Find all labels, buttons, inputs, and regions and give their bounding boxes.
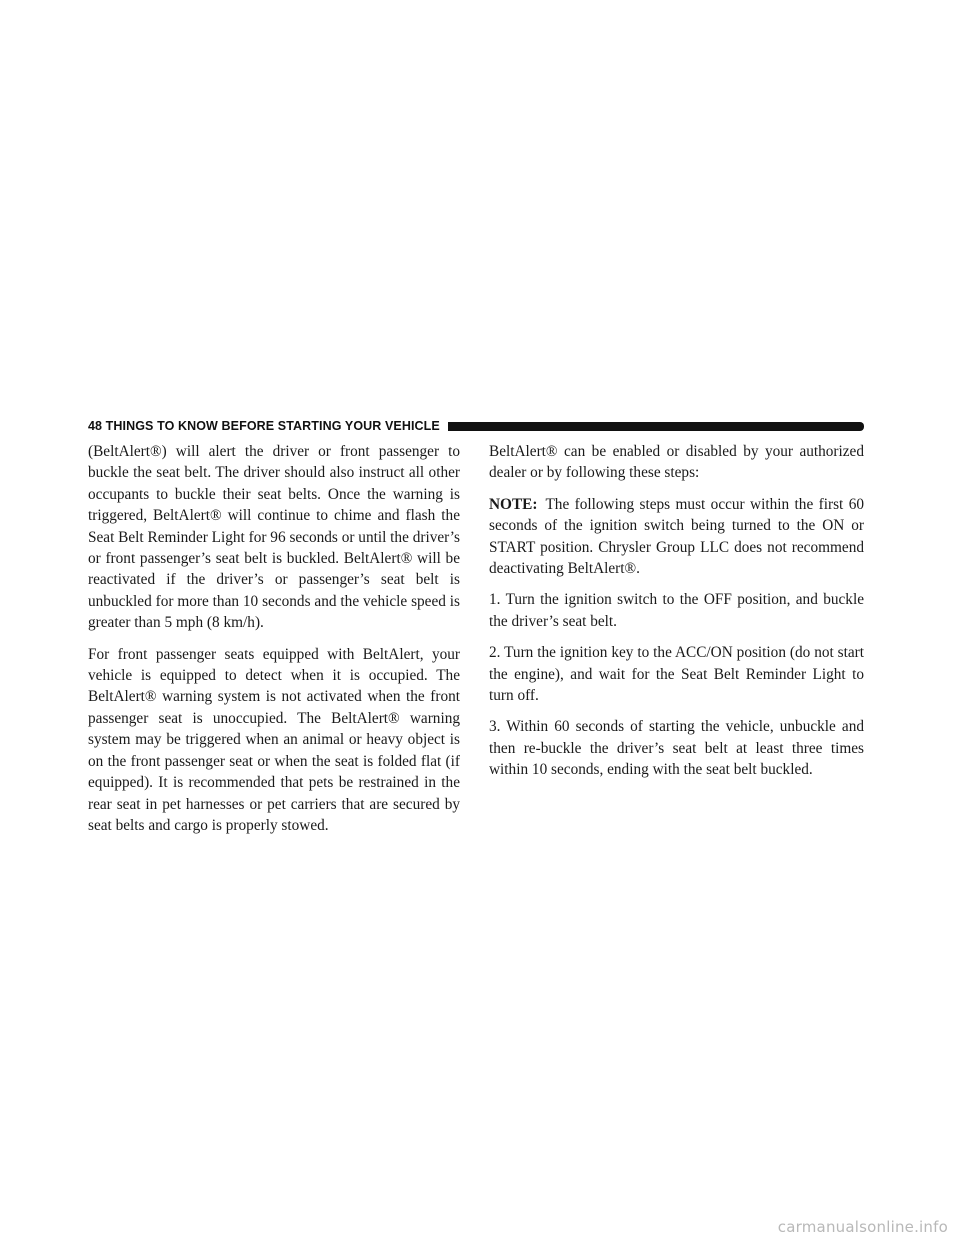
page-number-and-section-title: 48 THINGS TO KNOW BEFORE STARTING YOUR VEHICLE: [88, 419, 440, 433]
step-3: 3. Within 60 seconds of starting the vehicle, unbuckle and then re-buckle the driver’s seat belt at least three times within 10 seconds, ending with the seat belt buckled.: [489, 718, 864, 779]
note-text: The following steps must occur within the first 60 seconds of the ignition switch being turned to the ON or START position. Chrysler Group LLC does not recommend deactivating BeltAlert®.: [489, 495, 864, 578]
left-column: [88, 441, 460, 846]
paragraph-passenger-seat-detection: For front passenger seats equipped with BeltAlert, your vehicle is equipped to detect when it is occupied. The BeltAlert® warning system is not activated when the front passenger seat is unoccupied. The BeltAlert® warning system may be triggered when an animal or heavy object is on the front passenger seat or when the seat is folded flat (if equipped). It is recommended that pets be restrained in the rear seat in pet harnesses or pet carriers that are secured by seat belts and cargo is properly stowed.: [88, 645, 460, 834]
step-2: 2. Turn the ignition key to the ACC/ON position (do not start the engine), and wait for the Seat Belt Reminder Light to turn off.: [489, 644, 864, 705]
note-paragraph: [489, 494, 864, 580]
right-column: [489, 441, 864, 791]
note-label: NOTE:: [489, 495, 538, 513]
step-1: 1. Turn the ignition switch to the OFF position, and buckle the driver’s seat belt.: [489, 591, 864, 630]
watermark-text: carmanualsonline.info: [777, 1218, 948, 1236]
paragraph-beltalert-description: (BeltAlert®) will alert the driver or front passenger to buckle the seat belt. The driver should also instruct all other occupants to buckle their seat belts. Once the warning is triggered, BeltAlert® will continue to chime and flash the Seat Belt Reminder Light for 96 seconds or until the driver’s or front passenger’s seat belt is buckled. BeltAlert® will be reactivated if the driver’s or passenger’s seat belt is unbuckled for more than 10 seconds and the vehicle speed is greater than 5 mph (8 km/h).: [88, 443, 460, 632]
paragraph-enable-disable-intro: BeltAlert® can be enabled or disabled by your authorized dealer or by following these steps:: [489, 443, 864, 482]
page-header: [88, 418, 864, 434]
header-rule: [448, 422, 864, 431]
